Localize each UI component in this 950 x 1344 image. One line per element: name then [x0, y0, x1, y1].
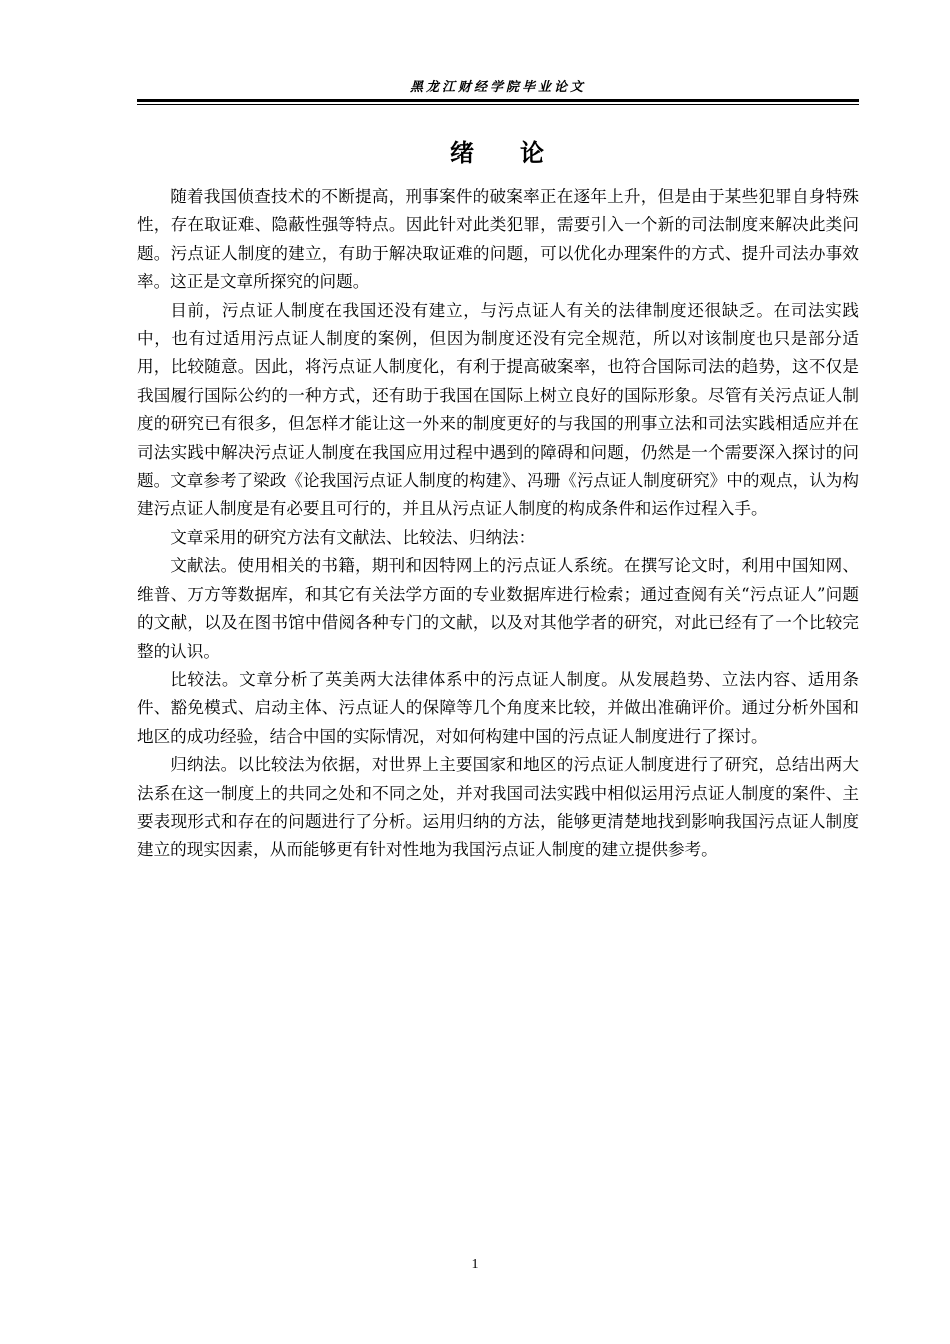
- paragraph-inductive-method: 归纳法。以比较法为依据，对世界上主要国家和地区的污点证人制度进行了研究，总结出两大法系在这一制度上的共同之处和不同之处，并对我国司法实践中相似运用污点证人制度的案件、主要表现形式和存在的问题进行了分析。运用归纳的方法，能够更清楚地找到影响我国污点证人制度建立的现实因素，从而能够更有针对性地为我国污点证人制度的建立提供参考。: [137, 755, 859, 860]
- running-header: 黑龙江财经学院毕业论文: [409, 80, 586, 95]
- section-title-char-2: 论: [520, 139, 546, 167]
- page-number: 1: [471, 1257, 479, 1272]
- paragraph-current-status: 目前，污点证人制度在我国还没有建立，与污点证人有关的法律制度还很缺乏。在司法实践中，也有过适用污点证人制度的案例，但因为制度还没有完全规范，所以对该制度也只是部分适用，比较随意。因此，将污点证人制度化，有利于提高破案率，也符合国际司法的趋势，这不仅是我国履行国际公约的一种方式，还有助于我国在国际上树立良好的国际形象。尽管有关污点证人制度的研究已有很多，但怎样才能让这一外来的制度更好的与我国的刑事立法和司法实践相适应并在司法实践中解决污点证人制度在我国应用过程中遇到的障碍和问题，仍然是一个需要深入探讨的问题。文章参考了梁政《论我国污点证人制度的构建》、冯珊《污点证人制度研究》中的观点，认为构建污点证人制度是有必要且可行的，并且从污点证人制度的构成条件和运作过程入手。: [137, 300, 859, 519]
- paragraph-comparative-method: 比较法。文章分析了英美两大法律体系中的污点证人制度。从发展趋势、立法内容、适用条件、豁免模式、启动主体、污点证人的保障等几个角度来比较，并做出准确评价。通过分析外国和地区的成功经验，结合中国的实际情况，对如何构建中国的污点证人制度进行了探讨。: [137, 669, 859, 746]
- header-rule-thick: [137, 99, 859, 102]
- paragraph-methods: 文章采用的研究方法有文献法、比较法、归纳法：: [170, 527, 536, 547]
- section-title-char-1: 绪: [450, 139, 476, 167]
- paragraph-literature-method: 文献法。使用相关的书籍，期刊和因特网上的污点证人系统。在撰写论文时，利用中国知网、维普、万方等数据库，和其它有关法学方面的专业数据库进行检索；通过查阅有关“污点证人”问题的文献，以及在图书馆中借阅各种专门的文献，以及对其他学者的研究，对此已经有了一个比较完整的认识。: [137, 556, 859, 661]
- header-rule-thin: [137, 104, 859, 105]
- paragraph-intro: 随着我国侦查技术的不断提高，刑事案件的破案率正在逐年上升，但是由于某些犯罪自身特殊性，存在取证难、隐蔽性强等特点。因此针对此类犯罪，需要引入一个新的司法制度来解决此类问题。污点证人制度的建立，有助于解决取证难的问题，可以优化办理案件的方式、提升司法办事效率。这正是文章所探究的问题。: [137, 187, 859, 292]
- body-text: [137, 183, 859, 865]
- section-title: [137, 133, 859, 168]
